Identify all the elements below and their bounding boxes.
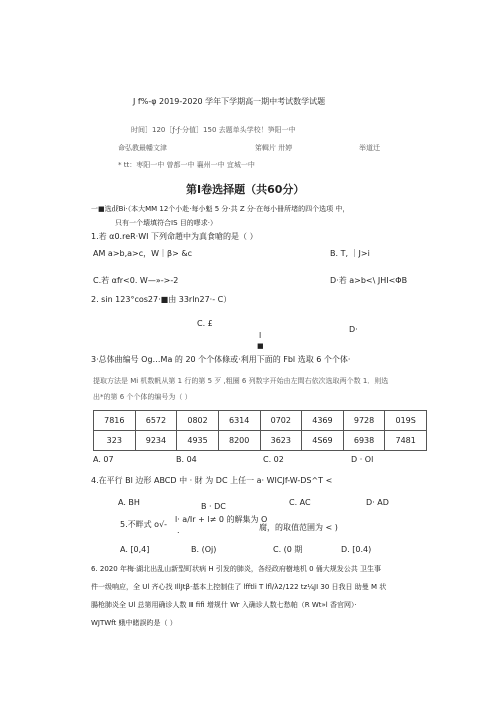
table-cell: 323 — [94, 431, 136, 451]
q3-option-d: D · Ol — [351, 455, 374, 464]
table-cell: 6314 — [218, 411, 260, 431]
table-cell: 9728 — [343, 411, 385, 431]
table-cell: 4S69 — [302, 431, 344, 451]
q6-line-3: 腸枪肺炎全 Ul 总第用确诊人数 Ⅲ fifi 增规什 Wr 入确诊人数七愁帕（R Wt»l 香官网）· — [91, 601, 357, 609]
q4-option-c: C. AC — [289, 498, 311, 507]
q3-option-b: B. 04 — [176, 455, 197, 464]
q5-dot: . — [177, 526, 180, 535]
q2-option-d: D· — [349, 325, 358, 334]
exam-title: J f%-φ 2019-2020 学年下学期高一期中考试数学试题 — [133, 97, 326, 106]
q3-description-1: 提取方法是 Mi 机数帆从第 1 行的第 5 歹 ,粗圈 6 列数字开始由左間右依次选取两个数 1．则选 — [93, 377, 389, 385]
exam-reviewer: 笫輯片 卅婷 — [255, 144, 293, 152]
table-cell: 8200 — [218, 431, 260, 451]
q2-fraction-mark: l — [259, 331, 262, 340]
q5-stem-part-1: 5.不畔式 o√- — [120, 520, 168, 529]
exam-schools: * tt：枣阳一中 曾都一中 襄州一中 宜城一中 — [118, 161, 255, 169]
q3-option-a: A. 07 — [93, 455, 114, 464]
q5-stem-part-2: l· a/Ir + l≠ 0 的解集为 O — [175, 515, 268, 524]
q3-option-c: C. 02 — [263, 455, 284, 464]
q1-option-d: D·若 a>b<\ JHI<ΦB — [330, 276, 408, 285]
q5-stem-part-3: 腐，的取值范圉为 < ) — [259, 523, 338, 532]
q4-option-d: D· AD — [366, 498, 389, 507]
exam-time-line: 时间］120［ƒ-ƒ·分值］150 去题单头学校！笋阳一中 — [131, 126, 296, 134]
section-instructions-2: 只有一个壊填符合ⅠS 目的嘐求·） — [115, 219, 217, 227]
q4-option-a: A. BH — [118, 498, 140, 507]
q1-option-b: B. T, ｜J>i — [330, 249, 370, 258]
section-title: 第Ⅰ卷选择题（共60分） — [186, 183, 305, 196]
section-instructions-1: 一■选㎗Bi·（本大MM 12个小赴·每小魁 5 分·共 Z 分·在每小卌所堵的四个选项 中， — [91, 205, 350, 213]
table-cell: 7481 — [385, 431, 427, 451]
q2-square-mark: ■ — [257, 342, 264, 350]
q6-line-4: WJTWft 蛾中睹誤旳是（ ） — [91, 619, 177, 627]
q1-option-a: AM a>b,a>c，W｜β> &c — [93, 249, 193, 258]
q3-stem: 3·总体曲编号 Og…Ma 的 20 个个体條或·利用下面的 Fbl 选取 6 个个体· — [91, 355, 351, 364]
table-row — [94, 431, 427, 451]
q2-stem: 2. sin 123°cos27·■由 33rln27·- C） — [91, 295, 232, 304]
q5-option-a: A. [0,4] — [120, 545, 150, 554]
table-cell: 4369 — [302, 411, 344, 431]
table-cell: 019S — [385, 411, 427, 431]
q6-line-2: 件一级响应，全 Ul 齐心找 IllJtβ·基本上控制住了 lfftli T lfl∕λ2/122 tz¼JI 30 日我日 助曼 M 状 — [91, 583, 387, 591]
q1-stem: 1.若 α0.reR·WI 下列命趙中为真食嗆的是（ ） — [91, 232, 258, 241]
table-cell: 7816 — [94, 411, 136, 431]
exam-author: 命弘教最幡文津 — [118, 144, 167, 152]
table-row — [94, 411, 427, 431]
q1-option-c: C.若 αfr<0. W—»->-2 — [93, 276, 179, 285]
table-cell: 0702 — [260, 411, 302, 431]
q2-option-c: C. £ — [197, 319, 213, 328]
random-number-table — [93, 410, 427, 451]
table-cell: 6938 — [343, 431, 385, 451]
table-cell: 4935 — [177, 431, 219, 451]
q3-description-2: 出*的第 6 个个体的编号为（ ） — [93, 393, 192, 401]
table-cell: 9234 — [135, 431, 177, 451]
table-cell: 6572 — [135, 411, 177, 431]
q4-stem: 4.在平行 Bl 边形 ABCD 中 · 財 为 DC 上任一 a· WICJf-W-DS^T < — [91, 476, 333, 485]
q5-option-c: C. (0 期 — [273, 545, 303, 554]
q5-option-b: B. (Oj) — [191, 545, 217, 554]
table-cell: 3623 — [260, 431, 302, 451]
table-cell: 0802 — [177, 411, 219, 431]
q6-line-1: 6. 2020 年梅·湖北出乱山新型町状病 H 引发的肺炎，各经政府樹地机 0 俑大规发公共 卫生事 — [91, 565, 382, 573]
q4-option-b: B · DC — [201, 502, 226, 511]
exam-checker: 举道迁 — [359, 144, 380, 152]
q5-option-d: D. [0.4) — [341, 545, 372, 554]
